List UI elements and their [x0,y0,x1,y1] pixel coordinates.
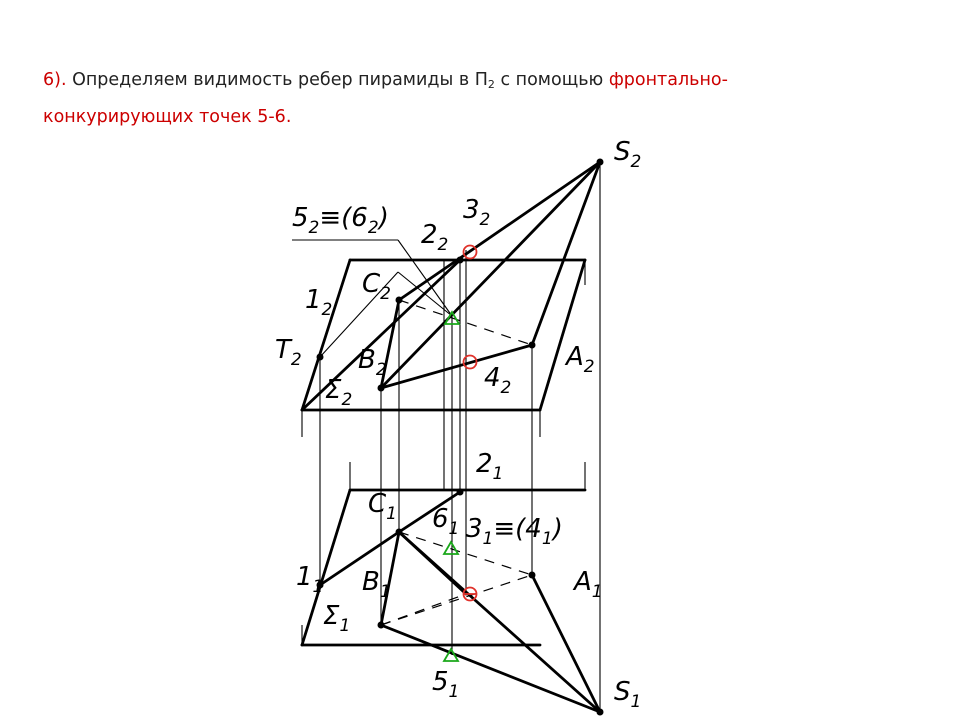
label-c1: $C_1$ [368,489,397,524]
label-sigma2: $\Sigma_2$ [325,375,353,410]
step-text-2: с помощью [494,70,609,90]
label-s2: $S_2$ [614,137,642,172]
point-a1 [529,572,536,579]
point-1-2 [317,354,324,361]
label-c2: $C_2$ [362,269,391,304]
label-6-1: $6_1$ [432,504,460,539]
label-5-2-6-2: $5_2\equiv(6_2)$ [292,203,389,238]
label-b2: $B_2$ [358,345,387,380]
step-text-subscript: 2 [487,78,495,91]
label-3-1-4-1: $3_1\equiv(4_1)$ [466,514,563,549]
point-s2 [597,159,604,166]
label-a2: $A_2$ [566,342,595,377]
point-c1 [396,529,403,536]
step-text: Определяем видимость ребер пирамиды в П [72,70,488,90]
label-sigma1: $\Sigma_1$ [323,601,351,636]
point-s1 [597,709,604,716]
step-text-red: фронтально-конкурирующих точек 5-6. [43,70,728,127]
label-t2: $T_2$ [275,335,302,370]
label-s1: $S_1$ [614,677,642,712]
pyramid-frontal [292,162,600,410]
step-number: 6). [43,70,73,90]
label-2-1: $2_1$ [476,449,504,484]
marker-6-1 [444,542,458,554]
point-2-1 [457,489,464,496]
label-1-2: $1_2$ [305,285,333,320]
labels [275,137,641,712]
point-b1 [378,622,385,629]
label-a1: $A_1$ [574,567,603,602]
label-2-2: $2_2$ [421,220,449,255]
label-4-2: $4_2$ [484,363,512,398]
label-b1: $B_1$ [362,567,391,602]
point-2-2 [457,257,464,264]
label-5-1: $5_1$ [432,667,460,702]
point-c2 [396,297,403,304]
label-3-2: $3_2$ [463,195,491,230]
point-a2 [529,342,536,349]
point-b2 [378,385,385,392]
label-1-1: $1_1$ [296,562,324,597]
